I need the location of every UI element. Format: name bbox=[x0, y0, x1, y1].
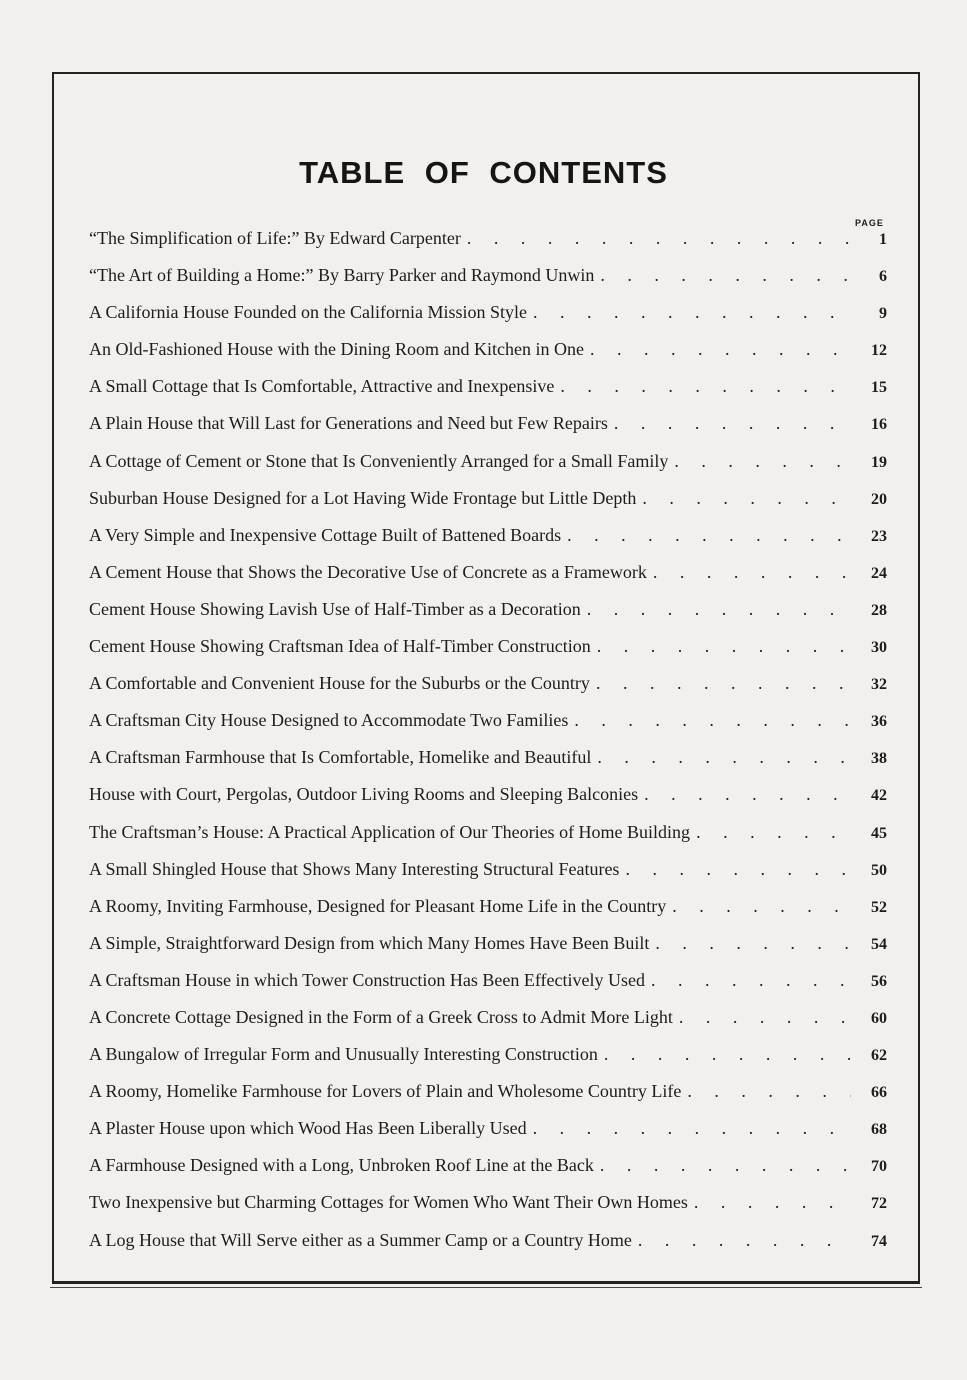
toc-entry bbox=[89, 336, 887, 373]
toc-entry-page: 32 bbox=[871, 676, 887, 694]
toc-entry-page: 66 bbox=[871, 1084, 887, 1102]
toc-entry-page: 1 bbox=[879, 231, 887, 248]
toc-entry bbox=[89, 225, 887, 262]
dot-leader bbox=[651, 967, 851, 994]
toc-entry-title: Two Inexpensive but Charming Cottages for Women Who Want Their Own Homes bbox=[89, 1192, 688, 1213]
dot-leader bbox=[674, 448, 851, 475]
toc-entry-page: 28 bbox=[871, 601, 887, 619]
toc-entry-title: A Craftsman City House Designed to Accommodate Two Families bbox=[89, 710, 569, 731]
toc-entry bbox=[89, 485, 887, 522]
toc-entry-page: 54 bbox=[871, 935, 887, 953]
toc-entry bbox=[89, 1189, 887, 1226]
toc-entry-title: An Old-Fashioned House with the Dining Room and Kitchen in One bbox=[89, 339, 584, 360]
toc-entry-page: 6 bbox=[879, 268, 887, 286]
toc-entry-title: A Comfortable and Convenient House for the Suburbs or the Country bbox=[89, 673, 590, 694]
toc-entry-page: 62 bbox=[871, 1047, 887, 1065]
page-title: TABLE OF CONTENTS bbox=[299, 155, 668, 190]
toc-entry-page: 68 bbox=[871, 1121, 887, 1139]
dot-leader bbox=[642, 485, 851, 512]
dot-leader bbox=[600, 262, 851, 289]
dot-leader bbox=[653, 559, 851, 586]
toc-entry-page: 20 bbox=[871, 490, 887, 508]
table-of-contents bbox=[89, 225, 887, 1264]
toc-entry-page: 45 bbox=[871, 824, 887, 842]
toc-entry-title: A Farmhouse Designed with a Long, Unbroken Roof Line at the Back bbox=[89, 1155, 594, 1176]
toc-entry-page: 74 bbox=[871, 1232, 887, 1250]
dot-leader bbox=[533, 1115, 851, 1142]
toc-entry bbox=[89, 781, 887, 818]
toc-entry-title: A Simple, Straightforward Design from which Many Homes Have Been Built bbox=[89, 932, 650, 953]
dot-leader bbox=[597, 744, 851, 771]
toc-entry-page: 50 bbox=[871, 861, 887, 879]
toc-entry-title: House with Court, Pergolas, Outdoor Living Rooms and Sleeping Balconies bbox=[89, 784, 639, 805]
dot-leader bbox=[687, 1078, 851, 1105]
toc-entry-title: A Craftsman House in which Tower Construction Has Been Effectively Used bbox=[89, 969, 645, 990]
dot-leader bbox=[590, 336, 851, 363]
dot-leader bbox=[560, 373, 851, 400]
toc-entry bbox=[89, 967, 887, 1004]
toc-entry-page: 23 bbox=[871, 527, 887, 545]
page-column-header: PAGE bbox=[855, 218, 884, 228]
toc-entry bbox=[89, 1227, 887, 1264]
toc-entry-title: A Craftsman Farmhouse that Is Comfortable, Homelike and Beautiful bbox=[89, 747, 592, 768]
toc-entry-page: 60 bbox=[871, 1009, 887, 1027]
toc-entry bbox=[89, 373, 887, 410]
toc-entry bbox=[89, 633, 887, 670]
toc-entry bbox=[89, 1152, 887, 1189]
dot-leader bbox=[567, 522, 851, 549]
toc-entry bbox=[89, 856, 887, 893]
toc-entry-title: A Bungalow of Irregular Form and Unusually Interesting Construction bbox=[89, 1044, 598, 1065]
dot-leader bbox=[694, 1189, 851, 1216]
dot-leader bbox=[614, 410, 851, 437]
toc-entry-page: 72 bbox=[871, 1195, 887, 1213]
toc-entry bbox=[89, 1004, 887, 1041]
toc-entry-title: Cement House Showing Lavish Use of Half-Timber as a Decoration bbox=[89, 598, 581, 619]
toc-entry-title: A Plaster House upon which Wood Has Been Liberally Used bbox=[89, 1118, 527, 1139]
dot-leader bbox=[533, 299, 851, 326]
dot-leader bbox=[644, 781, 851, 808]
toc-entry-title: A Cottage of Cement or Stone that Is Conveniently Arranged for a Small Family bbox=[89, 450, 669, 471]
dot-leader bbox=[696, 819, 851, 846]
toc-entry-title: A Very Simple and Inexpensive Cottage Built of Battened Boards bbox=[89, 524, 562, 545]
toc-entry-page: 70 bbox=[871, 1158, 887, 1176]
dot-leader bbox=[679, 1004, 851, 1031]
toc-entry bbox=[89, 1115, 887, 1152]
toc-entry bbox=[89, 596, 887, 633]
toc-entry-page: 12 bbox=[871, 342, 887, 360]
toc-entry-title: A Plain House that Will Last for Generations and Need but Few Repairs bbox=[89, 413, 608, 434]
dot-leader bbox=[596, 670, 851, 697]
toc-entry-title: “The Art of Building a Home:” By Barry Parker and Raymond Unwin bbox=[89, 265, 595, 286]
toc-entry-page: 15 bbox=[871, 379, 887, 397]
dot-leader bbox=[638, 1227, 851, 1254]
toc-entry-page: 38 bbox=[871, 750, 887, 768]
toc-entry bbox=[89, 707, 887, 744]
toc-entry bbox=[89, 1041, 887, 1078]
toc-entry bbox=[89, 670, 887, 707]
toc-entry-title: A Log House that Will Serve either as a Summer Camp or a Country Home bbox=[89, 1229, 632, 1250]
toc-entry bbox=[89, 448, 887, 485]
toc-entry-page: 19 bbox=[871, 453, 887, 471]
toc-entry-title: Suburban House Designed for a Lot Having Wide Frontage but Little Depth bbox=[89, 487, 637, 508]
toc-entry-title: A Concrete Cottage Designed in the Form of a Greek Cross to Admit More Light bbox=[89, 1006, 673, 1027]
toc-entry bbox=[89, 1078, 887, 1115]
toc-entry-page: 42 bbox=[871, 787, 887, 805]
toc-entry-page: 56 bbox=[871, 972, 887, 990]
dot-leader bbox=[600, 1152, 851, 1179]
dot-leader bbox=[655, 930, 851, 957]
toc-entry bbox=[89, 893, 887, 930]
dot-leader bbox=[672, 893, 851, 920]
toc-entry-title: The Craftsman’s House: A Practical Application of Our Theories of Home Building bbox=[89, 821, 691, 842]
toc-entry-page: 52 bbox=[871, 898, 887, 916]
toc-entry-page: 30 bbox=[871, 639, 887, 657]
toc-entry-title: A Cement House that Shows the Decorative Use of Concrete as a Framework bbox=[89, 561, 647, 582]
dot-leader bbox=[604, 1041, 851, 1068]
toc-entry bbox=[89, 819, 887, 856]
toc-entry-title: Cement House Showing Craftsman Idea of Half-Timber Construction bbox=[89, 636, 591, 657]
toc-entry bbox=[89, 262, 887, 299]
toc-entry bbox=[89, 299, 887, 336]
toc-entry-page: 16 bbox=[871, 416, 887, 434]
toc-entry-title: A Roomy, Homelike Farmhouse for Lovers of Plain and Wholesome Country Life bbox=[89, 1081, 682, 1102]
toc-entry bbox=[89, 930, 887, 967]
toc-entry-page: 24 bbox=[871, 564, 887, 582]
toc-entry bbox=[89, 744, 887, 781]
toc-entry-title: A California House Founded on the California Mission Style bbox=[89, 302, 527, 323]
toc-entry-page: 9 bbox=[879, 305, 887, 323]
toc-entry-title: A Small Cottage that Is Comfortable, Attractive and Inexpensive bbox=[89, 376, 555, 397]
toc-entry-page: 36 bbox=[871, 713, 887, 731]
toc-entry-title: A Small Shingled House that Shows Many Interesting Structural Features bbox=[89, 858, 620, 879]
dot-leader bbox=[587, 596, 851, 623]
dot-leader bbox=[625, 856, 851, 883]
dot-leader bbox=[597, 633, 851, 660]
toc-entry-title: “The Simplification of Life:” By Edward Carpenter bbox=[89, 228, 461, 248]
toc-entry bbox=[89, 410, 887, 447]
toc-entry bbox=[89, 559, 887, 596]
toc-entry-title: A Roomy, Inviting Farmhouse, Designed for Pleasant Home Life in the Country bbox=[89, 895, 667, 916]
dot-leader bbox=[574, 707, 851, 734]
dot-leader bbox=[467, 225, 851, 252]
toc-entry bbox=[89, 522, 887, 559]
